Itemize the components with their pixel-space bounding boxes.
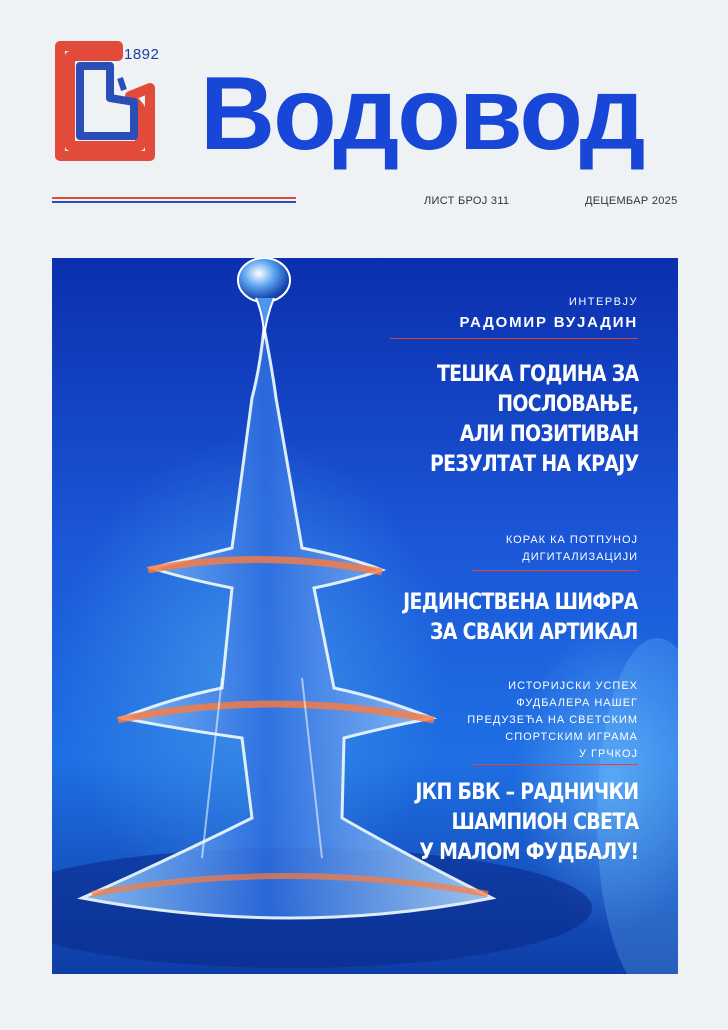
story3-subhead [467,678,638,763]
subhead-line: КОРАК КА ПОТПУНОЈ [505,534,638,546]
headline-line: ШАМПИОН СВЕТА [451,810,638,835]
masthead-title: Водовод [200,56,644,172]
divider-3 [472,764,638,765]
subhead-line: ФУДБАЛЕРА НАШЕГ [516,697,638,709]
issue-number: ЛИСТ БРОЈ 311 [424,195,510,207]
issue-date: ДЕЦЕМБАР 2025 [585,195,678,207]
subhead-line: ИСТОРИЈСКИ УСПЕХ [508,680,638,692]
headline-line: АЛИ ПОЗИТИВАН [459,422,638,447]
main-headline [429,360,638,480]
headline-line: РЕЗУЛТАТ НА КРАЈУ [429,452,638,477]
headline-line: ЈКП БВК – РАДНИЧКИ [414,780,638,805]
divider-1 [390,338,638,339]
headline-line: ЈЕДИНСТВЕНА ШИФРА [403,590,638,615]
logo-year: 1892 [124,46,160,63]
cover-photo [52,258,678,974]
subhead-line: У ГРЧКОЈ [578,748,638,760]
headline-line: ПОСЛОВАЊЕ, [496,392,638,417]
interview-name: РАДОМИР ВУЈАДИН [459,314,638,331]
subhead-line: СПОРТСКИМ ИГРАМА [505,731,638,743]
headline-line: ЗА СВАКИ АРТИКАЛ [430,620,638,645]
divider-2 [472,570,638,571]
headline-line: ТЕШКА ГОДИНА ЗА [436,362,638,387]
subhead-line: ПРЕДУЗЕЋА НА СВЕТСКИМ [467,714,638,726]
story2-subhead [506,532,638,566]
headline-line: У МАЛОМ ФУДБАЛУ! [418,840,638,865]
story3-headline [415,778,638,868]
header-rule-blue [52,201,296,203]
interview-kicker: ИНТЕРВЈУ [568,296,638,308]
story2-headline [404,588,638,648]
subhead-line: ДИГИТАЛИЗАЦИЈИ [522,551,638,563]
header-rule-red [52,197,296,199]
